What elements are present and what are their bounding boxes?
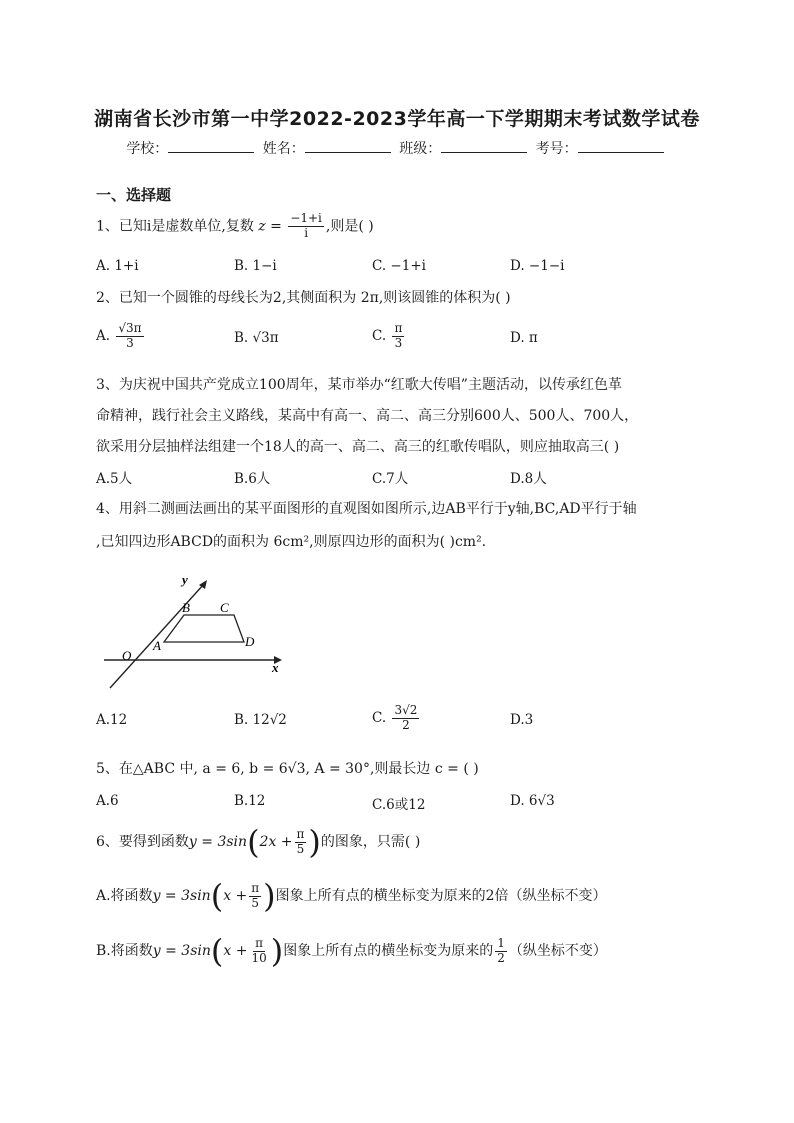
- q6-b-inner: x +: [223, 943, 248, 959]
- q2-c-fraction: [392, 322, 404, 351]
- q5-option-d[interactable]: D. 6√3: [510, 793, 555, 809]
- q1-fraction: [288, 212, 324, 241]
- q4-c-num: 3√2: [394, 703, 418, 717]
- q3-option-c[interactable]: C.7人: [372, 471, 409, 487]
- label-c: C: [220, 600, 229, 615]
- q2-c-label: C.: [372, 327, 387, 344]
- q6-b-suffix-1: 图象上所有点的横坐标变为原来的: [283, 943, 494, 959]
- q6-b-prefix: B.将函数: [96, 943, 153, 959]
- label-a: A: [153, 638, 161, 653]
- q1-den: i: [304, 225, 309, 240]
- q1-option-d[interactable]: D. −1−i: [510, 258, 565, 274]
- question-3-line-1: 3、为庆祝中国共产党成立100周年，某市举办“红歌大传唱”主题活动，以传承红色革: [96, 377, 622, 393]
- q4-option-b[interactable]: [234, 712, 287, 728]
- label-d: D: [245, 634, 255, 649]
- q2-c-num: π: [394, 321, 403, 335]
- question-1: [96, 212, 374, 241]
- q4-b-value: 12√2: [252, 712, 287, 728]
- q2-b-value: √3π: [252, 330, 279, 346]
- q6-a-prefix: A.将函数: [96, 888, 153, 904]
- q6-suffix: 的图象，只需( ): [320, 834, 421, 850]
- q6-func: y = 3sin: [188, 834, 248, 850]
- question-3-line-2: 命精神，践行社会主义路线，某高中有高一、高二、高三分别600人、500人、700人，: [96, 408, 639, 424]
- question-3-line-3: 欲采用分层抽样法组建一个18人的高一、高二、高三的红歌传唱队，则应抽取高三( ): [96, 439, 620, 455]
- q1-option-b[interactable]: B. 1−i: [234, 258, 277, 274]
- q6-b-fraction: [249, 937, 268, 966]
- question-6: [96, 823, 421, 861]
- q6-inner: 2x +: [259, 834, 293, 850]
- q1-option-c[interactable]: C. −1+i: [372, 258, 426, 274]
- q5-option-b[interactable]: B.12: [234, 793, 266, 809]
- q6-b-half-den: 2: [497, 950, 505, 965]
- q4-c-den: 2: [402, 717, 410, 732]
- q6-a-open-paren: (: [210, 877, 224, 915]
- q1-num: −1+i: [290, 211, 322, 225]
- label-b: B: [182, 600, 190, 615]
- class-label: 班级：: [399, 141, 442, 157]
- q4-b-label: B.: [234, 712, 249, 728]
- q6-b-close-paren: ): [270, 932, 284, 970]
- q6-den: 5: [296, 841, 305, 856]
- q6-a-fraction: [249, 882, 261, 911]
- q1-suffix: ,则是( ): [325, 218, 374, 235]
- label-x: x: [272, 660, 279, 675]
- question-4-line-2: ,已知四边形ABCD的面积为 6cm²,则原四边形的面积为( )cm².: [96, 534, 487, 550]
- q4-c-label: C.: [372, 709, 387, 726]
- q5-option-a[interactable]: A.6: [96, 793, 119, 809]
- q2-option-b[interactable]: [234, 330, 279, 346]
- q6-open-paren: (: [247, 823, 260, 861]
- q6-a-suffix: 图象上所有点的横坐标变为原来的2倍（纵坐标不变）: [275, 888, 607, 904]
- q2-option-d[interactable]: D. π: [510, 330, 538, 346]
- page-title: 湖南省长沙市第一中学2022-2023学年高一下学期期末考试数学试卷: [94, 108, 700, 130]
- q2-a-den: 3: [126, 335, 134, 350]
- q2-b-label: B.: [234, 330, 249, 346]
- q6-b-half-num: 1: [497, 935, 505, 950]
- number-label: 考号：: [535, 141, 578, 157]
- class-blank[interactable]: [441, 138, 527, 153]
- q1-prefix: 1、已知i是虚数单位,复数: [96, 218, 254, 235]
- q6-a-den: 5: [251, 895, 260, 910]
- label-o: O: [122, 648, 132, 663]
- q3-option-a[interactable]: A.5人: [96, 471, 133, 487]
- q6-a-pi: π: [251, 880, 260, 895]
- q4-option-a[interactable]: A.12: [96, 712, 128, 728]
- q2-a-fraction: [116, 322, 143, 351]
- q6-option-a[interactable]: [96, 877, 607, 915]
- q6-b-suffix-2: （纵坐标不变）: [508, 943, 607, 959]
- q6-a-inner: x +: [223, 888, 248, 904]
- q2-a-label: A.: [96, 327, 111, 344]
- name-label: 姓名：: [262, 141, 305, 157]
- student-info-line: [0, 138, 794, 158]
- q6-b-func: y = 3sin: [152, 943, 211, 959]
- question-4-line-1: 4、用斜二测画法画出的某平面图形的直观图如图所示,边AB平行于y轴,BC,AD平行于轴: [96, 501, 637, 517]
- school-blank[interactable]: [168, 138, 254, 153]
- q3-option-d[interactable]: D.8人: [510, 471, 547, 487]
- q5-option-c[interactable]: C.6或12: [372, 797, 426, 813]
- question-2: 2、已知一个圆锥的母线长为2,其侧面积为 2π,则该圆锥的体积为( ): [96, 290, 511, 306]
- school-label: 学校：: [126, 141, 169, 157]
- name-blank[interactable]: [305, 138, 391, 153]
- q2-a-num: √3π: [118, 321, 142, 335]
- q6-b-den: 10: [251, 950, 267, 965]
- q6-pi: π: [296, 826, 305, 841]
- q4-figure: [96, 570, 286, 690]
- q1-option-a[interactable]: A. 1+i: [96, 258, 139, 274]
- q3-option-b[interactable]: B.6人: [234, 471, 271, 487]
- number-blank[interactable]: [578, 138, 664, 153]
- question-5: 5、在△ABC 中, a = 6, b = 6√3, A = 30°,则最长边 c = ( ): [96, 761, 479, 777]
- quadrilateral-abcd: [164, 615, 244, 642]
- q6-a-func: y = 3sin: [152, 888, 211, 904]
- q1-z: z =: [258, 218, 282, 235]
- label-y: y: [182, 572, 188, 587]
- q6-b-pi: π: [255, 935, 264, 950]
- q6-a-close-paren: ): [263, 877, 276, 915]
- q6-b-half: [495, 937, 507, 966]
- q6-close-paren: ): [308, 823, 321, 861]
- q6-fraction: [295, 828, 307, 857]
- q4-option-d[interactable]: D.3: [510, 712, 534, 728]
- section-heading: 一、选择题: [96, 186, 172, 204]
- q6-b-open-paren: (: [210, 932, 224, 970]
- q6-option-b[interactable]: [96, 932, 607, 970]
- q2-c-den: 3: [394, 335, 403, 350]
- q4-option-c[interactable]: [372, 704, 421, 733]
- q2-option-c[interactable]: [372, 322, 406, 351]
- q6-prefix: 6、要得到函数: [96, 834, 189, 850]
- q2-option-a[interactable]: [96, 322, 146, 351]
- q4-c-fraction: [392, 704, 419, 733]
